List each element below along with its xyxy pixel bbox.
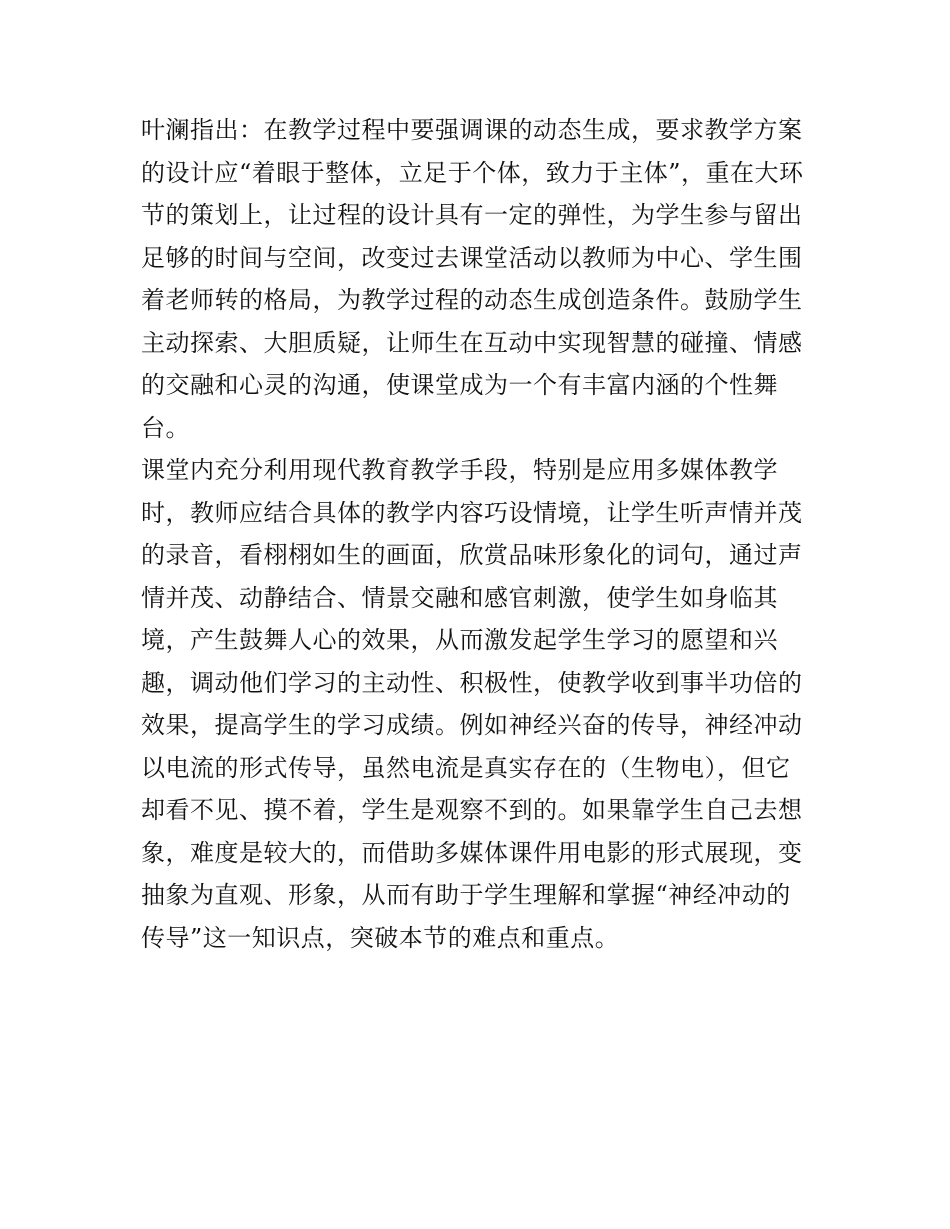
paragraph-line: 却看不见、摸不着，学生是观察不到的。如果靠学生自己去想 xyxy=(141,796,803,824)
paragraph-line: 足够的时间与空间，改变过去课堂活动以教师为中心、学生围 xyxy=(141,243,803,272)
paragraph-line: 主动探索、大胆质疑，让师生在互动中实现智慧的碰撞、情感 xyxy=(141,328,803,357)
paragraph-line: 情并茂、动静结合、情景交融和感官刺激，使学生如身临其 xyxy=(141,583,778,612)
paragraph-2 xyxy=(141,449,821,959)
paragraph-line: 象，难度是较大的，而借助多媒体课件用电影的形式展现，变 xyxy=(141,838,803,867)
paragraph-line: 的录音，看栩栩如生的画面，欣赏品味形象化的词句，通过声 xyxy=(141,541,803,569)
paragraph-line: 传导”这一知识点，突破本节的难点和重点。 xyxy=(141,923,620,952)
paragraph-line: 课堂内充分利用现代教育教学手段，特别是应用多媒体教学 xyxy=(141,456,778,484)
paragraph-line: 叶澜指出：在教学过程中要强调课的动态生成，要求教学方案 xyxy=(141,116,803,144)
paragraph-line: 着老师转的格局，为教学过程的动态生成创造条件。鼓励学生 xyxy=(141,286,803,314)
paragraph-line: 趣，调动他们学习的主动性、积极性，使教学收到事半功倍的 xyxy=(141,668,803,697)
document-body xyxy=(141,109,821,959)
paragraph-line: 境，产生鼓舞人心的效果，从而激发起学生学习的愿望和兴 xyxy=(141,626,778,654)
paragraph-line: 台。 xyxy=(141,413,190,442)
paragraph-line: 的设计应“着眼于整体，立足于个体，致力于主体”，重在大环 xyxy=(141,158,804,187)
paragraph-line: 节的策划上，让过程的设计具有一定的弹性，为学生参与留出 xyxy=(141,201,803,229)
paragraph-line: 的交融和心灵的沟通，使课堂成为一个有丰富内涵的个性舞 xyxy=(141,371,778,399)
paragraph-line: 效果，提高学生的学习成绩。例如神经兴奋的传导，神经冲动 xyxy=(141,711,803,739)
paragraph-1 xyxy=(141,109,821,449)
paragraph-line: 时，教师应结合具体的教学内容巧设情境，让学生听声情并茂 xyxy=(141,498,803,527)
paragraph-line: 抽象为直观、形象，从而有助于学生理解和掌握“神经冲动的 xyxy=(141,881,791,909)
paragraph-line: 以电流的形式传导，虽然电流是真实存在的（生物电），但它 xyxy=(141,753,791,782)
